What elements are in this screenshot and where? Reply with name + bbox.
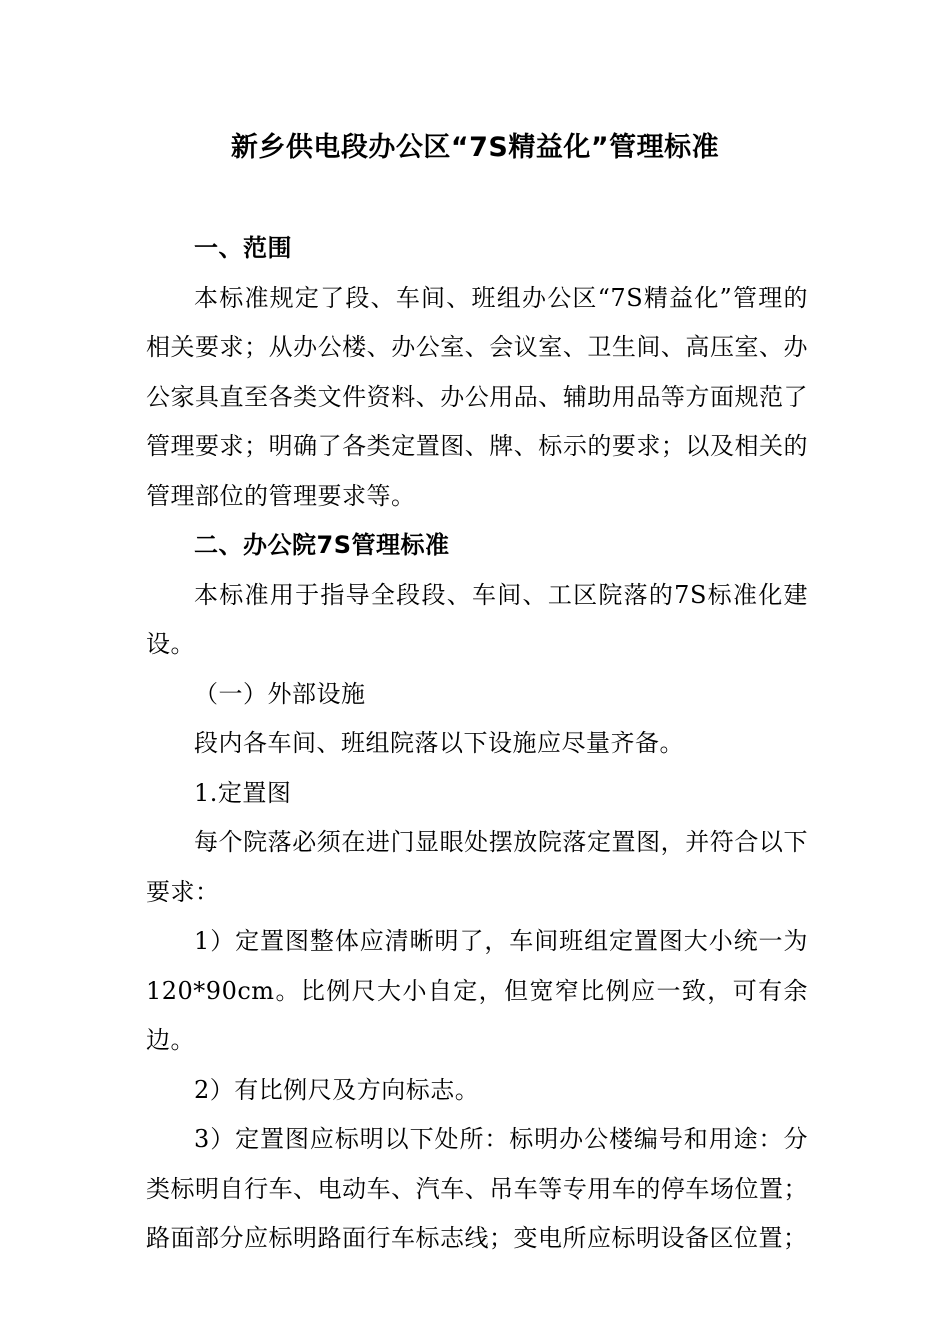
paragraph-office-yard-intro: 本标准用于指导全段段、车间、工区院落的7S标准化建设。 [146,580,808,658]
list-item-1: 1）定置图整体应清晰明了，车间班组定置图大小统一为120*90cm。比例尺大小自定，但宽窄比例应一致，可有余边。 [146,927,808,1054]
paragraph-layout-map-requirement: 每个院落必须在进门显眼处摆放院落定置图，并符合以下要求： [146,828,808,906]
document-title: 新乡供电段办公区“7S精益化”管理标准 [230,132,720,163]
item-heading-layout-map: 1.定置图 [194,778,292,807]
section-heading-office-yard: 二、办公院7S管理标准 [194,531,450,559]
list-item-3: 3）定置图应标明以下处所：标明办公楼编号和用途：分类标明自行车、电动车、汽车、吊车等专用车的停车场位置；路面部分应标明路面行车标志线；变电所应标明设备区位置； [146,1125,808,1252]
paragraph-facilities-requirement: 段内各车间、班组院落以下设施应尽量齐备。 [194,729,684,757]
paragraph-scope-text: 本标准规定了段、车间、班组办公区“7S精益化”管理的相关要求；从办公楼、办公室、会议室、卫生间、高压室、办公家具直至各类文件资料、办公用品、辅助用品等方面规范了管理要求；明确了各类定置图、牌、标示的要求；以及相关的管理部位的管理要求等。 [146,283,808,510]
document-body [146,224,808,1264]
list-item-2: 2）有比例尺及方向标志。 [194,1075,480,1104]
subsection-heading-external-facilities: （一）外部设施 [194,679,366,708]
section-heading-scope: 一、范围 [194,234,292,262]
